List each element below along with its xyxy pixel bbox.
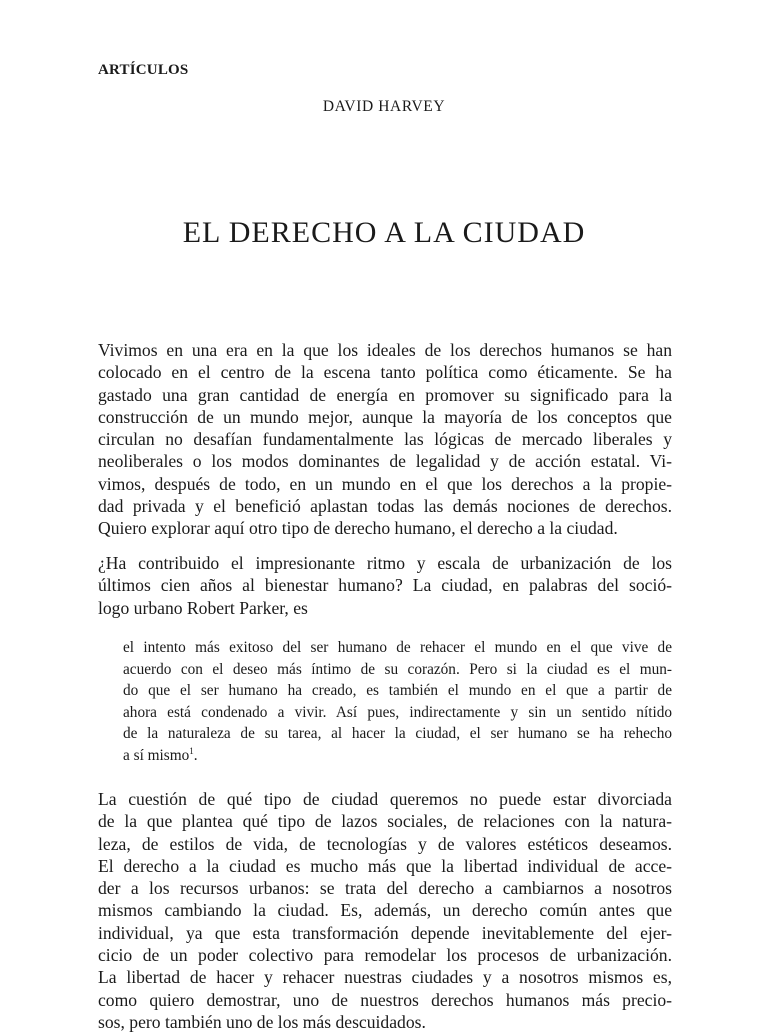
text-line: individual, ya que esta transformación depende inevitablemente del ejer- (98, 922, 672, 943)
paragraph-1 (98, 339, 672, 540)
text-line: ¿Ha contribuido el impresionante ritmo y escala de urbanización de los (98, 553, 672, 573)
text-line: der a los recursos urbanos: se trata del derecho a cambiarnos a nosotros (98, 878, 672, 899)
text-line: La libertad de hacer y rehacer nuestras ciudades y a nosotros mismos es, (98, 967, 672, 988)
text-line: últimos cien años al bienestar humano? La ciudad, en palabras del soció- (98, 575, 672, 596)
text-line: construcción de un mundo mejor, aunque la mayoría de los conceptos que (98, 406, 672, 427)
text-line: mismos cambiando la ciudad. Es, además, un derecho común antes que (98, 900, 672, 921)
quote-line: de la naturaleza de su tarea, al hacer la ciudad, el ser humano se ha rehecho (123, 725, 672, 742)
text-line: como quiero demostrar, uno de nuestros derechos humanos más precio- (98, 989, 672, 1010)
quote-line: el intento más exitoso del ser humano de rehacer el mundo en el que vive de (123, 639, 672, 656)
block-quote (123, 637, 672, 766)
article-title: EL DERECHO A LA CIUDAD (182, 216, 586, 250)
text-line: circulan no desafían fundamentalmente las lógicas de mercado liberales y (98, 429, 672, 450)
text-line: vimos, después de todo, en un mundo en el que los derechos a la propie- (98, 473, 672, 494)
text-line: dad privada y el benefició aplastan todas las demás nociones de derechos. (98, 496, 672, 517)
text-line: Vivimos en una era en la que los ideales de los derechos humanos se han (98, 340, 672, 360)
quote-line: ahora está condenado a vivir. Así pues, indirectamente y sin un sentido nítido (123, 703, 672, 721)
quote-line (123, 745, 672, 767)
quote-line: acuerdo con el deseo más íntimo de su corazón. Pero si la ciudad es el mun- (123, 660, 672, 678)
text-line: colocado en el centro de la escena tanto política como éticamente. Se ha (98, 362, 672, 383)
paragraph-3 (98, 788, 672, 1033)
text-line: neoliberales o los modos dominantes de legalidad y de acción estatal. Vi- (98, 451, 672, 472)
text-line: de la que plantea qué tipo de lazos sociales, de relaciones con la natura- (98, 811, 672, 832)
text-line: gastado una gran cantidad de energía en promover su significado para la (98, 384, 672, 405)
paragraph-2 (98, 552, 672, 619)
quote-last-text: a sí mismo (123, 746, 190, 764)
text-line: cicio de un poder colectivo para remodelar los procesos de urbanización. (98, 945, 672, 966)
text-line: leza, de estilos de vida, de tecnologías y de valores estéticos deseamos. (98, 833, 672, 854)
text-line: La cuestión de qué tipo de ciudad queremos no puede estar divorciada (98, 789, 672, 809)
footnote-reference[interactable]: 1 (189, 745, 194, 756)
text-line: El derecho a la ciudad es mucho más que la libertad individual de acce- (98, 855, 672, 876)
text-line: Quiero explorar aquí otro tipo de derecho humano, el derecho a la ciudad. (98, 518, 618, 539)
section-label: ARTÍCULOS (98, 62, 189, 78)
quote-end-punct: . (193, 746, 198, 764)
text-line: sos, pero también uno de los más descuidados. (98, 1011, 426, 1032)
quote-line: do que el ser humano ha creado, es también el mundo en el que a partir de (123, 682, 672, 699)
text-line: logo urbano Robert Parker, es (98, 597, 308, 618)
author-name: DAVID HARVEY (322, 98, 446, 115)
